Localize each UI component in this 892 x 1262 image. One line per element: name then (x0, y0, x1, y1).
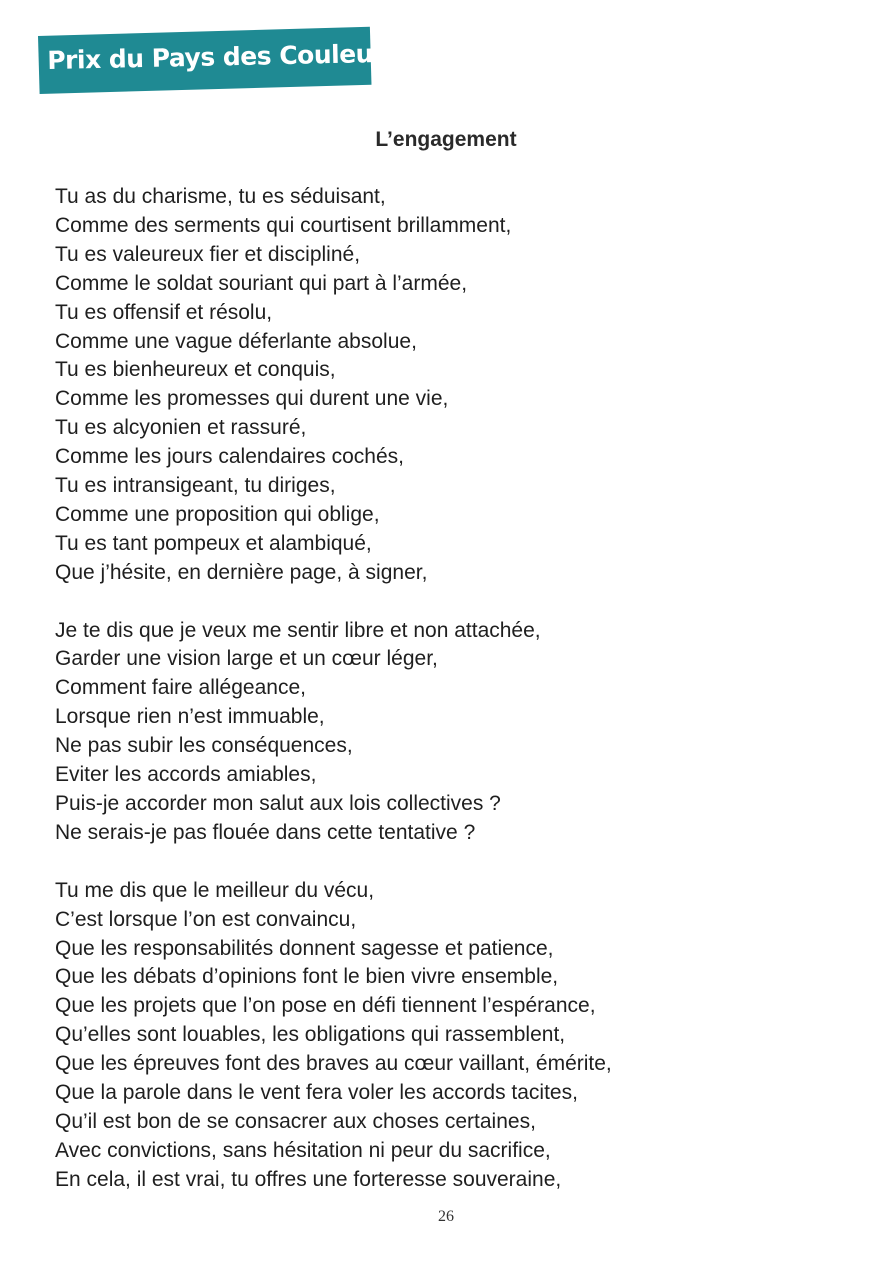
poem-line: Je te dis que je veux me sentir libre et non attachée, (55, 618, 541, 642)
poem-title: L’engagement (375, 128, 517, 151)
poem-line: Comme des serments qui courtisent brillamment, (55, 213, 512, 237)
poem-body (55, 183, 855, 1195)
poem-line: Tu as du charisme, tu es séduisant, (55, 185, 386, 208)
poem-line: Avec convictions, sans hésitation ni peur du sacrifice, (55, 1138, 551, 1162)
banner-title: Prix du Pays des Couleurs (47, 38, 400, 75)
poem-line: Ne pas subir les conséquences, (55, 734, 353, 758)
poem-line: Que les responsabilités donnent sagesse et patience, (55, 936, 554, 960)
poem-line: Lorsque rien n’est immuable, (55, 705, 325, 729)
poem-line: Comme les promesses qui durent une vie, (55, 387, 449, 411)
poem-line: Tu es alcyonien et rassuré, (55, 416, 307, 440)
poem-line: Tu me dis que le meilleur du vécu, (55, 878, 375, 902)
page-number: 26 (438, 1208, 454, 1225)
poem-line: Que les épreuves font des braves au cœur vaillant, émérite, (55, 1052, 612, 1076)
stanza-3 (55, 877, 855, 1195)
poem-line: Tu es intransigeant, tu diriges, (55, 474, 336, 498)
poem-line: Que les débats d’opinions font le bien vivre ensemble, (55, 965, 559, 989)
poem-line: Que j’hésite, en dernière page, à signer, (55, 560, 428, 584)
poem-line: En cela, il est vrai, tu offres une forteresse souveraine, (55, 1167, 562, 1191)
poem-line: Qu’il est bon de se consacrer aux choses certaines, (55, 1109, 536, 1133)
poem-line: Que les projets que l’on pose en défi tiennent l’espérance, (55, 994, 596, 1018)
poem-line: Puis-je accorder mon salut aux lois collectives ? (55, 792, 501, 816)
poem-line: Garder une vision large et un cœur léger, (55, 647, 438, 671)
poem-line: Comment faire allégeance, (55, 676, 306, 700)
poem-line: Comme les jours calendaires cochés, (55, 445, 404, 469)
stanza-2 (55, 617, 855, 848)
poem-line: Tu es bienheureux et conquis, (55, 358, 336, 382)
poem-line: Comme une proposition qui oblige, (55, 502, 380, 526)
poem-line: Comme le soldat souriant qui part à l’armée, (55, 271, 468, 295)
poem-line: Comme une vague déferlante absolue, (55, 329, 417, 353)
poem-line: Qu’elles sont louables, les obligations qui rassemblent, (55, 1023, 566, 1047)
poem-line: Tu es offensif et résolu, (55, 300, 273, 324)
poem-line: Tu es tant pompeux et alambiqué, (55, 531, 372, 555)
stanza-1 (55, 183, 855, 588)
poem-line: Ne serais-je pas flouée dans cette tentative ? (55, 820, 476, 844)
poem-line: Tu es valeureux fier et discipliné, (55, 242, 361, 266)
poem-line: Que la parole dans le vent fera voler les accords tacites, (55, 1081, 578, 1105)
poem-line: Eviter les accords amiables, (55, 763, 317, 787)
poem-line: C’est lorsque l’on est convaincu, (55, 907, 357, 931)
